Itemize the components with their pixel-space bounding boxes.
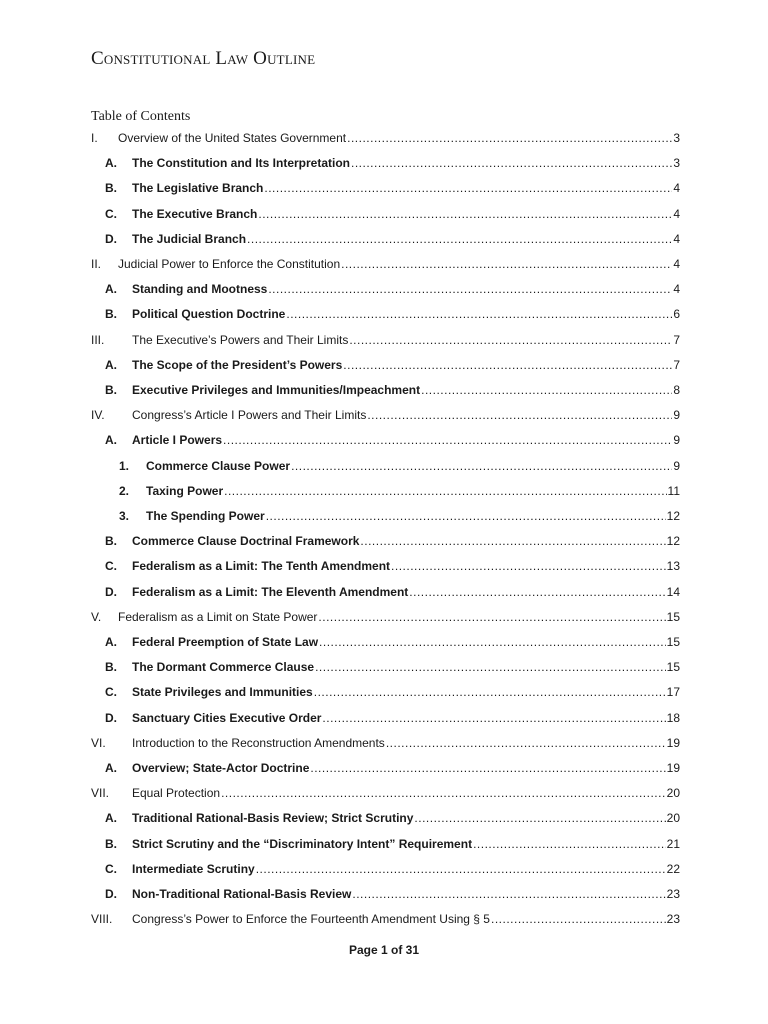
toc-entry-number: A. xyxy=(105,761,117,775)
toc-entry-number: B. xyxy=(105,383,117,397)
toc-entry-page: 19 xyxy=(666,761,680,775)
toc-entry[interactable] xyxy=(91,835,680,853)
toc-entry[interactable] xyxy=(91,457,680,475)
toc-leader-dots xyxy=(343,356,672,374)
toc-leader-dots xyxy=(247,230,672,248)
toc-entry-page: 9 xyxy=(673,458,680,473)
toc-entry-page: 19 xyxy=(666,735,680,750)
toc-leader-dots xyxy=(322,709,665,727)
toc-leader-dots xyxy=(414,809,665,827)
toc-entry[interactable] xyxy=(91,331,680,349)
toc-entry-label: Sanctuary Cities Executive Order xyxy=(132,710,322,725)
toc-entry-number: C. xyxy=(105,559,117,574)
toc-entry-number: VIII. xyxy=(91,912,113,927)
toc-leader-dots xyxy=(291,457,672,475)
toc-leader-dots xyxy=(473,835,666,853)
toc-entry-page: 4 xyxy=(673,181,680,196)
toc-entry-number: B. xyxy=(105,836,117,851)
toc-leader-dots xyxy=(318,608,665,626)
toc-entry-page: 18 xyxy=(666,710,680,725)
toc-entry-number: 1. xyxy=(119,458,130,473)
document-title: Constitutional Law Outline xyxy=(91,48,316,69)
toc-entry-page: 20 xyxy=(666,811,680,826)
toc-leader-dots xyxy=(314,683,666,701)
toc-heading: Table of Contents xyxy=(91,109,191,124)
toc-entry[interactable] xyxy=(91,406,680,424)
toc-leader-dots xyxy=(224,482,666,500)
toc-entry-label: Overview of the United States Government xyxy=(118,131,347,145)
toc-entry[interactable] xyxy=(91,784,680,802)
toc-entry[interactable] xyxy=(91,431,680,449)
toc-entry-page: 13 xyxy=(666,559,680,574)
toc-entry-number: C. xyxy=(105,206,117,221)
toc-entry-label: Standing and Mootness xyxy=(132,282,268,297)
toc-leader-dots xyxy=(268,280,672,298)
toc-leader-dots xyxy=(351,154,672,172)
toc-entry-number: B. xyxy=(105,181,117,196)
toc-entry[interactable] xyxy=(91,860,680,878)
toc-entry-label: Commerce Clause Power xyxy=(146,458,291,473)
toc-entry[interactable] xyxy=(91,683,680,701)
toc-entry[interactable] xyxy=(91,734,680,752)
toc-leader-dots xyxy=(264,179,672,197)
toc-entry-number: A. xyxy=(105,156,117,171)
toc-entry[interactable] xyxy=(91,709,680,727)
toc-leader-dots xyxy=(286,305,672,323)
toc-entry-number: II. xyxy=(91,257,102,271)
toc-entry-page: 17 xyxy=(666,685,680,700)
toc-leader-dots xyxy=(367,406,672,424)
toc-entry-number: D. xyxy=(105,584,117,599)
toc-entry-page: 4 xyxy=(673,231,680,246)
toc-entry[interactable] xyxy=(91,583,680,601)
toc-entry-label: The Constitution and Its Interpretation xyxy=(132,156,350,171)
toc-entry-page: 6 xyxy=(673,307,680,322)
toc-leader-dots xyxy=(386,734,666,752)
toc-entry-label: Congress’s Power to Enforce the Fourteenth Amendment Using § 5 xyxy=(132,912,490,927)
toc-entry-number: A. xyxy=(105,282,117,297)
toc-entry[interactable] xyxy=(91,557,680,575)
toc-leader-dots xyxy=(391,557,666,575)
toc-entry-page: 14 xyxy=(666,584,680,599)
toc-entry-label: Non-Traditional Rational-Basis Review xyxy=(132,887,352,901)
toc-entry-page: 8 xyxy=(673,383,680,397)
toc-leader-dots xyxy=(421,381,672,399)
toc-entry[interactable] xyxy=(91,129,680,147)
toc-entry-label: The Spending Power xyxy=(146,509,265,523)
toc-entry[interactable] xyxy=(91,633,680,651)
toc-entry-label: Article I Powers xyxy=(132,433,223,448)
toc-entry-label: The Judicial Branch xyxy=(132,231,247,246)
toc-entry-number: B. xyxy=(105,307,117,322)
toc-leader-dots xyxy=(352,885,665,903)
toc-entry-page: 9 xyxy=(673,408,680,423)
toc-entry-page: 4 xyxy=(673,206,680,221)
toc-entry-label: Commerce Clause Doctrinal Framework xyxy=(132,534,360,549)
toc-entry-number: VI. xyxy=(91,735,106,750)
toc-entry[interactable] xyxy=(91,809,680,827)
toc-leader-dots xyxy=(341,255,672,273)
toc-entry[interactable] xyxy=(91,507,680,525)
toc-entry[interactable] xyxy=(91,482,680,500)
toc-entry-number: 3. xyxy=(119,509,130,523)
toc-entry[interactable] xyxy=(91,179,680,197)
toc-entry[interactable] xyxy=(91,532,680,550)
toc-entry-number: B. xyxy=(105,660,117,675)
toc-entry-number: C. xyxy=(105,861,117,876)
toc-entry-page: 15 xyxy=(666,635,680,649)
toc-leader-dots xyxy=(319,633,666,651)
toc-entry-label: Traditional Rational-Basis Review; Strict Scrutiny xyxy=(132,811,414,826)
toc-entry[interactable] xyxy=(91,154,680,172)
toc-entry-page: 23 xyxy=(666,912,680,927)
toc-entry[interactable] xyxy=(91,608,680,626)
toc-entry-label: Strict Scrutiny and the “Discriminatory Intent” Requirement xyxy=(132,836,473,851)
toc-entry-label: Equal Protection xyxy=(132,786,221,801)
toc-entry-page: 9 xyxy=(673,433,680,448)
toc-leader-dots xyxy=(310,759,665,777)
toc-entry[interactable] xyxy=(91,885,680,903)
toc-entry-number: D. xyxy=(105,231,117,246)
toc-entry-number: VII. xyxy=(91,786,110,801)
toc-entry[interactable] xyxy=(91,381,680,399)
toc-entry-page: 12 xyxy=(666,509,680,523)
toc-entry-label: Overview; State-Actor Doctrine xyxy=(132,761,310,775)
toc-entry-label: Federalism as a Limit: The Tenth Amendment xyxy=(132,559,391,574)
toc-leader-dots xyxy=(409,583,665,601)
toc-leader-dots xyxy=(315,658,666,676)
toc-leader-dots xyxy=(347,129,672,147)
toc-entry-page: 11 xyxy=(667,483,680,498)
toc-entry-page: 15 xyxy=(666,609,680,624)
toc-entry-number: IV. xyxy=(91,408,105,423)
toc-entry-page: 7 xyxy=(673,357,680,372)
toc-entry-number: V. xyxy=(91,609,102,624)
toc-entry[interactable] xyxy=(91,255,680,273)
toc-entry-number: D. xyxy=(105,887,117,901)
toc-leader-dots xyxy=(266,507,666,525)
toc-entry-number: A. xyxy=(105,433,117,448)
toc-entry-label: The Scope of the President’s Powers xyxy=(132,357,343,372)
toc-entry-number: B. xyxy=(105,534,117,549)
toc-entry-label: The Legislative Branch xyxy=(132,181,264,196)
toc-leader-dots xyxy=(349,331,672,349)
toc-leader-dots xyxy=(491,910,666,928)
toc-entry[interactable] xyxy=(91,305,680,323)
toc-entry-number: III. xyxy=(91,332,105,347)
toc-entry[interactable] xyxy=(91,280,680,298)
toc-entry[interactable] xyxy=(91,205,680,223)
toc-leader-dots xyxy=(360,532,665,550)
toc-leader-dots xyxy=(223,431,672,449)
toc-entry-label: The Executive’s Powers and Their Limits xyxy=(132,332,349,347)
toc-entry-page: 20 xyxy=(666,786,680,801)
toc-entry-page: 23 xyxy=(666,887,680,901)
toc-entry-page: 21 xyxy=(666,836,680,851)
toc-entry[interactable] xyxy=(91,356,680,374)
toc-entry-number: 2. xyxy=(119,483,130,498)
toc-leader-dots xyxy=(221,784,666,802)
toc-entry-page: 7 xyxy=(673,332,680,347)
toc-entry-label: Introduction to the Reconstruction Amendments xyxy=(132,735,385,750)
toc-leader-dots xyxy=(256,860,666,878)
toc-entry-label: Judicial Power to Enforce the Constitution xyxy=(118,257,341,271)
toc-entry[interactable] xyxy=(91,759,680,777)
toc-entry-page: 15 xyxy=(666,660,680,675)
toc-entry-page: 3 xyxy=(673,156,680,171)
toc-entry-page: 12 xyxy=(666,534,680,549)
toc-entry-label: Taxing Power xyxy=(146,483,224,498)
toc-entry-label: Congress’s Article I Powers and Their Limits xyxy=(132,408,367,423)
toc-entry-page: 22 xyxy=(666,861,680,876)
toc-entry-label: Intermediate Scrutiny xyxy=(132,861,255,876)
toc-entry-label: The Dormant Commerce Clause xyxy=(132,660,315,675)
toc-entry-label: Political Question Doctrine xyxy=(132,307,286,322)
toc-entry-label: Federalism as a Limit on State Power xyxy=(118,609,318,624)
toc-entry-label: State Privileges and Immunities xyxy=(132,685,313,700)
toc-entry-number: A. xyxy=(105,635,117,649)
toc-leader-dots xyxy=(258,205,672,223)
toc-entry-page: 4 xyxy=(673,282,680,297)
toc-entry-number: C. xyxy=(105,685,117,700)
toc-entry[interactable] xyxy=(91,230,680,248)
toc-entry-label: Federal Preemption of State Law xyxy=(132,635,319,649)
toc-entry[interactable] xyxy=(91,658,680,676)
toc-entry-number: A. xyxy=(105,811,117,826)
toc-entry-label: The Executive Branch xyxy=(132,206,258,221)
toc-entry-label: Federalism as a Limit: The Eleventh Amendment xyxy=(132,584,409,599)
toc-entry-label: Executive Privileges and Immunities/Impeachment xyxy=(132,383,421,397)
toc-entry-number: A. xyxy=(105,357,117,372)
page-footer: Page 1 of 31 xyxy=(348,943,420,957)
toc-entry-page: 4 xyxy=(673,257,680,271)
toc-entry-page: 3 xyxy=(673,131,680,145)
toc-entry[interactable] xyxy=(91,910,680,928)
toc-entry-number: I. xyxy=(91,131,98,145)
toc-entry-number: D. xyxy=(105,710,117,725)
